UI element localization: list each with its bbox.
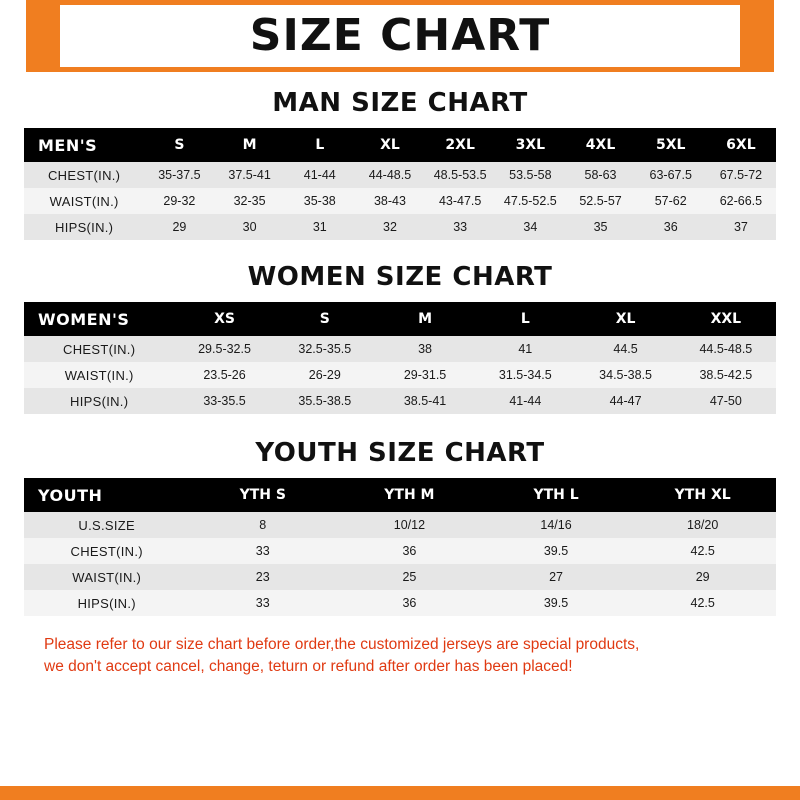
women-header-6: XXL — [676, 302, 776, 336]
men-row-0-col-8: 67.5-72 — [706, 162, 776, 188]
table-row — [24, 590, 776, 616]
header-banner — [0, 0, 800, 72]
women-row-2-col-5: 47-50 — [676, 388, 776, 414]
men-row-2-col-4: 33 — [425, 214, 495, 240]
women-row-1-col-4: 34.5-38.5 — [575, 362, 675, 388]
men-row-2-col-1: 30 — [215, 214, 285, 240]
men-row-1-col-3: 38-43 — [355, 188, 425, 214]
men-header-9: 6XL — [706, 128, 776, 162]
men-header-5: 2XL — [425, 128, 495, 162]
youth-row-0-col-1: 10/12 — [336, 512, 483, 538]
youth-row-0-label: U.S.SIZE — [24, 512, 189, 538]
men-row-0-col-7: 63-67.5 — [636, 162, 706, 188]
women-row-0-col-2: 38 — [375, 336, 475, 362]
men-row-1-col-8: 62-66.5 — [706, 188, 776, 214]
youth-row-1-label: CHEST(IN.) — [24, 538, 189, 564]
youth-row-3-col-1: 36 — [336, 590, 483, 616]
men-header-0: MEN'S — [24, 128, 144, 162]
women-header-2: S — [275, 302, 375, 336]
men-row-1-col-4: 43-47.5 — [425, 188, 495, 214]
youth-row-0-col-2: 14/16 — [483, 512, 630, 538]
women-header-1: XS — [174, 302, 274, 336]
women-row-1-label: WAIST(IN.) — [24, 362, 174, 388]
footer-accent-bar — [0, 786, 800, 800]
youth-row-3-col-2: 39.5 — [483, 590, 630, 616]
men-row-0-col-4: 48.5-53.5 — [425, 162, 495, 188]
table-row — [24, 188, 776, 214]
men-header-1: S — [144, 128, 214, 162]
women-row-2-col-1: 35.5-38.5 — [275, 388, 375, 414]
men-header-8: 5XL — [636, 128, 706, 162]
chart-content — [0, 72, 800, 786]
women-row-2-label: HIPS(IN.) — [24, 388, 174, 414]
women-row-0-label: CHEST(IN.) — [24, 336, 174, 362]
women-row-1-col-0: 23.5-26 — [174, 362, 274, 388]
youth-header-4: YTH XL — [629, 478, 776, 512]
women-row-2-col-3: 41-44 — [475, 388, 575, 414]
table-row — [24, 214, 776, 240]
youth-header-0: YOUTH — [24, 478, 189, 512]
men-row-1-col-7: 57-62 — [636, 188, 706, 214]
women-header-5: XL — [575, 302, 675, 336]
table-header-row — [24, 302, 776, 336]
youth-header-2: YTH M — [336, 478, 483, 512]
women-header-0: WOMEN'S — [24, 302, 174, 336]
men-row-1-col-6: 52.5-57 — [565, 188, 635, 214]
women-row-2-col-4: 44-47 — [575, 388, 675, 414]
women-row-0-col-4: 44.5 — [575, 336, 675, 362]
women-row-2-col-2: 38.5-41 — [375, 388, 475, 414]
women-row-2-col-0: 33-35.5 — [174, 388, 274, 414]
youth-size-table — [24, 478, 776, 616]
men-row-2-col-5: 34 — [495, 214, 565, 240]
women-header-3: M — [375, 302, 475, 336]
youth-header-3: YTH L — [483, 478, 630, 512]
men-row-0-label: CHEST(IN.) — [24, 162, 144, 188]
women-row-1-col-2: 29-31.5 — [375, 362, 475, 388]
men-row-2-col-0: 29 — [144, 214, 214, 240]
men-row-2-col-7: 36 — [636, 214, 706, 240]
women-section-title: WOMEN SIZE CHART — [247, 262, 553, 292]
men-row-1-col-0: 29-32 — [144, 188, 214, 214]
men-row-0-col-6: 58-63 — [565, 162, 635, 188]
men-header-3: L — [285, 128, 355, 162]
women-row-0-col-5: 44.5-48.5 — [676, 336, 776, 362]
men-row-0-col-0: 35-37.5 — [144, 162, 214, 188]
men-size-table — [24, 128, 776, 240]
men-row-2-col-8: 37 — [706, 214, 776, 240]
women-header-4: L — [475, 302, 575, 336]
page-title: SIZE CHART — [249, 10, 551, 61]
table-header-row — [24, 128, 776, 162]
table-row — [24, 336, 776, 362]
men-header-4: XL — [355, 128, 425, 162]
men-row-2-col-2: 31 — [285, 214, 355, 240]
table-row — [24, 362, 776, 388]
men-row-2-label: HIPS(IN.) — [24, 214, 144, 240]
men-row-0-col-3: 44-48.5 — [355, 162, 425, 188]
order-notice-line-2: we don't accept cancel, change, teturn or refund after order has been placed! — [44, 658, 573, 676]
women-row-0-col-3: 41 — [475, 336, 575, 362]
order-notice — [44, 634, 756, 679]
table-row — [24, 388, 776, 414]
youth-row-2-col-0: 23 — [189, 564, 336, 590]
table-row — [24, 162, 776, 188]
men-row-1-col-5: 47.5-52.5 — [495, 188, 565, 214]
youth-section-title: YOUTH SIZE CHART — [255, 438, 545, 468]
youth-row-2-col-3: 29 — [629, 564, 776, 590]
youth-row-1-col-0: 33 — [189, 538, 336, 564]
youth-header-1: YTH S — [189, 478, 336, 512]
men-row-0-col-5: 53.5-58 — [495, 162, 565, 188]
youth-row-1-col-3: 42.5 — [629, 538, 776, 564]
men-header-6: 3XL — [495, 128, 565, 162]
men-row-0-col-2: 41-44 — [285, 162, 355, 188]
table-row — [24, 564, 776, 590]
youth-row-1-col-2: 39.5 — [483, 538, 630, 564]
table-header-row — [24, 478, 776, 512]
women-size-table — [24, 302, 776, 414]
men-row-0-col-1: 37.5-41 — [215, 162, 285, 188]
men-row-2-col-3: 32 — [355, 214, 425, 240]
youth-row-1-col-1: 36 — [336, 538, 483, 564]
men-row-2-col-6: 35 — [565, 214, 635, 240]
women-row-1-col-1: 26-29 — [275, 362, 375, 388]
men-row-1-col-1: 32-35 — [215, 188, 285, 214]
youth-row-3-label: HIPS(IN.) — [24, 590, 189, 616]
youth-row-0-col-3: 18/20 — [629, 512, 776, 538]
women-row-0-col-1: 32.5-35.5 — [275, 336, 375, 362]
men-row-1-label: WAIST(IN.) — [24, 188, 144, 214]
table-row — [24, 538, 776, 564]
order-notice-line-1: Please refer to our size chart before order,the customized jerseys are special products, — [44, 636, 640, 653]
youth-row-2-label: WAIST(IN.) — [24, 564, 189, 590]
table-row — [24, 512, 776, 538]
banner-inner-panel — [60, 5, 740, 67]
youth-row-0-col-0: 8 — [189, 512, 336, 538]
youth-row-2-col-2: 27 — [483, 564, 630, 590]
women-row-1-col-3: 31.5-34.5 — [475, 362, 575, 388]
youth-row-3-col-0: 33 — [189, 590, 336, 616]
youth-row-2-col-1: 25 — [336, 564, 483, 590]
women-row-0-col-0: 29.5-32.5 — [174, 336, 274, 362]
youth-row-3-col-3: 42.5 — [629, 590, 776, 616]
women-row-1-col-5: 38.5-42.5 — [676, 362, 776, 388]
men-row-1-col-2: 35-38 — [285, 188, 355, 214]
men-section-title: MAN SIZE CHART — [272, 88, 528, 118]
men-header-2: M — [215, 128, 285, 162]
men-header-7: 4XL — [565, 128, 635, 162]
